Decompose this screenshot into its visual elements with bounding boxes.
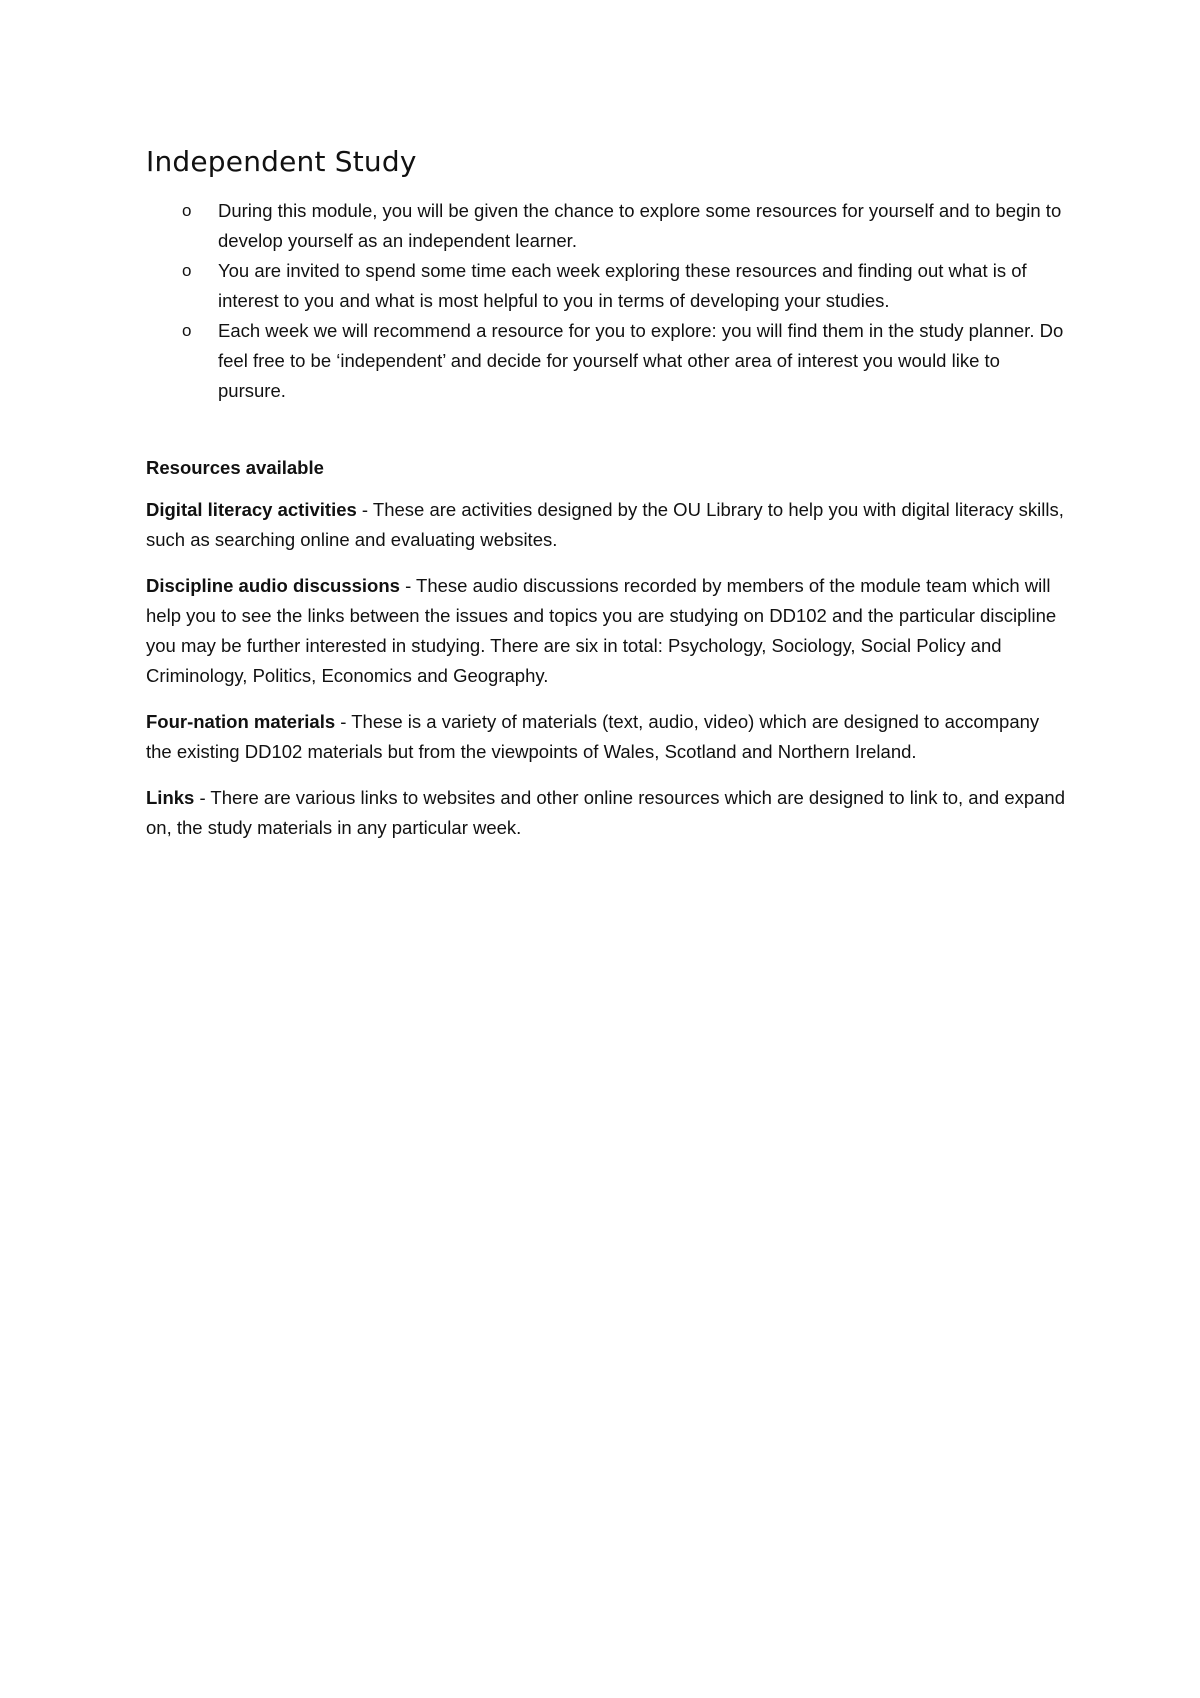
resource-paragraph-audio-discussions — [146, 571, 1066, 691]
resource-paragraph-digital-literacy — [146, 495, 1066, 555]
bullet-item — [146, 196, 1066, 256]
bullet-item — [146, 316, 1066, 406]
document-title: Independent Study — [146, 145, 417, 178]
bullet-text: Each week we will recommend a resource for you to explore: you will find them in the study planner. Do feel free to be ‘independent’ and decide for yourself what other area of interest you would like to pursure. — [218, 320, 1064, 401]
bullet-text: You are invited to spend some time each week exploring these resources and finding out what is of interest to you and what is most helpful to you in terms of developing your studies. — [218, 260, 1027, 311]
resource-name: Four-nation materials — [146, 711, 336, 732]
bullet-marker: o — [182, 201, 192, 220]
resource-name: Discipline audio discussions — [146, 575, 400, 596]
document-page — [146, 142, 1066, 859]
bullet-text: During this module, you will be given the chance to explore some resources for yourself and to begin to develop yourself as an independent learner. — [218, 200, 1062, 251]
resource-paragraph-links — [146, 783, 1066, 843]
resource-description: - These audio discussions recorded by members of the module team which will help you to see the links between the issues and topics you are studying on DD102 and the particular discipline you may be further interested in studying. There are six in total: Psychology, Sociology, Social Policy and Criminology, Politics, Economics and Geography. — [146, 575, 1057, 686]
resource-paragraph-four-nation — [146, 707, 1066, 767]
resource-description: - There are various links to websites and other online resources which are designed to link to, and expand on, the study materials in any particular week. — [146, 787, 1066, 838]
resource-description: - These are activities designed by the OU Library to help you with digital literacy skills, such as searching online and evaluating websites. — [146, 499, 1064, 550]
resource-name: Links — [146, 787, 195, 808]
resource-description: - These is a variety of materials (text, audio, video) which are designed to accompany the existing DD102 materials but from the viewpoints of Wales, Scotland and Northern Ireland. — [146, 711, 1040, 762]
bullet-marker: o — [182, 321, 192, 340]
resources-heading: Resources available — [146, 457, 324, 478]
resource-name: Digital literacy activities — [146, 499, 357, 520]
intro-bullet-list — [146, 196, 1066, 406]
bullet-item — [146, 256, 1066, 316]
bullet-marker: o — [182, 261, 192, 280]
